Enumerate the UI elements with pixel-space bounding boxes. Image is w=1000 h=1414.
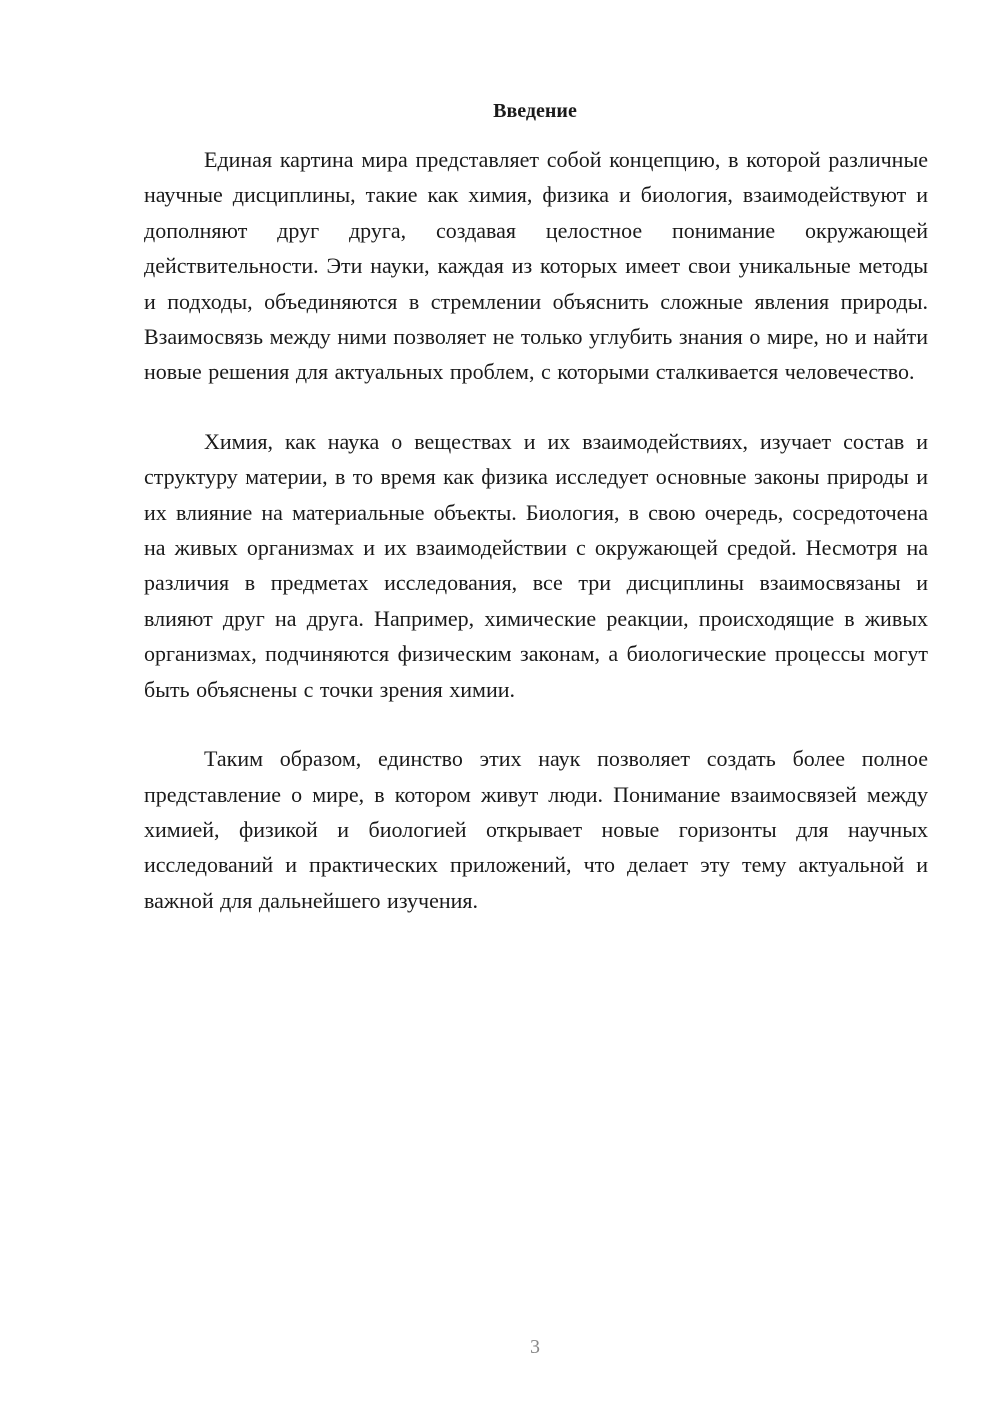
paragraph-conclusion: Таким образом, единство этих наук позволяет создать более полное представление о мире, в котором живут люди. Понимание взаимосвязей между химией, физикой и биологией открывает новые горизонты для научных исследований и практических приложений, что делает эту тему актуальной и важной для дальнейшего изучения. [144, 746, 928, 913]
page-number: 3 [530, 1336, 540, 1358]
paragraph-intro: Единая картина мира представляет собой концепцию, в которой различные научные дисциплины, такие как химия, физика и биология, взаимодействуют и дополняют друг друга, создавая целостное понимание окружающей действительности. Эти науки, каждая из которых имеет свои уникальные методы и подходы, объединяются в стремлении объяснить сложные явления природы. Взаимосвязь между ними позволяет не только углубить знания о мире, но и найти новые решения для актуальных проблем, с которыми сталкивается человечество. [144, 147, 928, 385]
section-heading: Введение [493, 100, 577, 122]
paragraph-disciplines: Химия, как наука о веществах и их взаимодействиях, изучает состав и структуру материи, в то время как физика исследует основные законы природы и их влияние на материальные объекты. Биология, в свою очередь, сосредоточена на живых организмах и их взаимодействии с окружающей средой. Несмотря на различия в предметах исследования, все три дисциплины взаимосвязаны и влияют друг на друга. Например, химические реакции, происходящие в живых организмах, подчиняются физическим законам, а биологические процессы могут быть объяснены с точки зрения химии. [144, 428, 928, 702]
body-text [144, 142, 928, 952]
